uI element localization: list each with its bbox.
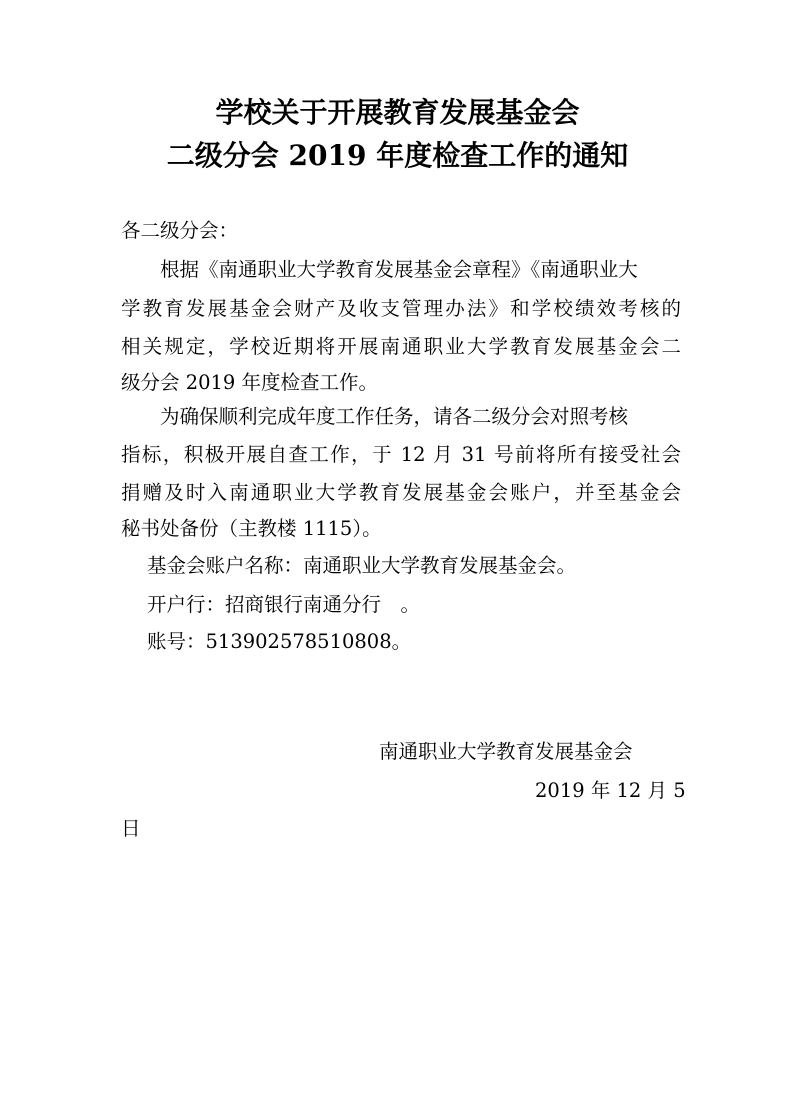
paragraph-1-line-3: 相关规定，学校近期将开展南通职业大学教育发展基金会二 <box>121 335 681 358</box>
paragraph-1-line-4: 级分会 2019 年度检查工作。 <box>121 371 379 394</box>
signature-date-tail: 日 <box>121 817 141 840</box>
document-title-line-1: 学校关于开展教育发展基金会 <box>215 96 580 129</box>
account-name-line: 基金会账户名称：南通职业大学教育发展基金会。 <box>147 554 577 577</box>
bank-line: 开户行：招商银行南通分行 。 <box>147 593 421 616</box>
paragraph-2-line-3: 捐赠及时入南通职业大学教育发展基金会账户，并至基金会 <box>121 481 681 504</box>
paragraph-1-line-2: 学教育发展基金会财产及收支管理办法》和学校绩效考核的 <box>121 297 681 320</box>
account-number-line: 账号：513902578510808。 <box>147 630 412 653</box>
signature-organization: 南通职业大学教育发展基金会 <box>379 740 633 763</box>
paragraph-2-line-4: 秘书处备份（主教楼 1115）。 <box>121 517 382 540</box>
salutation: 各二级分会： <box>121 219 239 242</box>
paragraph-2-line-2: 指标，积极开展自查工作，于 12 月 31 号前将所有接受社会 <box>121 443 681 466</box>
document-title-line-2: 二级分会 2019 年度检查工作的通知 <box>166 139 629 172</box>
paragraph-2-line-1: 为确保顺利完成年度工作任务，请各二级分会对照考核 <box>160 405 629 428</box>
signature-date: 2019 年 12 月 5 <box>535 779 686 802</box>
paragraph-1-line-1: 根据《南通职业大学教育发展基金会章程》《南通职业大 <box>160 258 638 281</box>
